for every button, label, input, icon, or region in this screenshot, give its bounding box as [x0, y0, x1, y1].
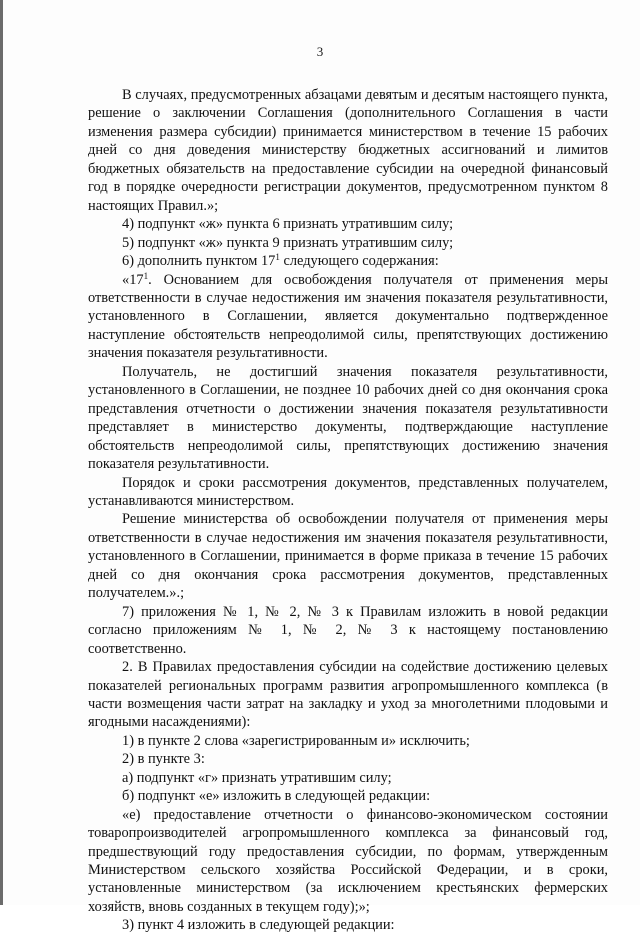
page-number: 3 [316, 44, 324, 59]
paragraph-item-6-text-end: следующего содержания: [279, 253, 439, 270]
paragraph-sub-2b: б) подпункт «е» изложить в следующей редакции: [122, 788, 431, 805]
paragraph-review-procedure: Порядок и сроки рассмотрения документов, представленных получателем, устанавливаются министерством. [88, 474, 608, 509]
superscript-one: 1 [143, 270, 149, 281]
clause-number: «17 [122, 271, 144, 288]
paragraph-item-7: 7) приложения № 1, № 2, № 3 к Правилам изложить в новой редакции согласно приложениям № 1, № 2, № 3 к настоящему постановлению соответственно. [88, 603, 608, 657]
superscript-one: 1 [275, 252, 280, 263]
paragraph-item-6 [88, 252, 608, 270]
clause-text: . Основанием для освобождения получателя от применения меры ответственности в случае недостижения им значения показателя результативности, установленного в Соглашении, является документально подтвержденное наступление обстоятельств непреодолимой силы, препятствующих достижению значения показателя результативности. [88, 271, 608, 362]
scan-edge [0, 0, 3, 905]
paragraph-item-5: 5) подпункт «ж» пункта 9 признать утратившим силу; [122, 234, 454, 251]
paragraph-item-4: 4) подпункт «ж» пункта 6 признать утратившим силу; [122, 216, 454, 233]
paragraph-new-edition-e: «е) предоставление отчетности о финансово-экономическом состоянии товаропроизводителей агропромышленного комплекса за финансовый год, предшествующий году предоставления субсидии, по формам, утвержденным Министерством сельского хозяйства Российской Федерации, и в сроки, установленные министерством (за исключением крестьянских фермерских хозяйств, вновь созданных в текущем году);»; [88, 806, 608, 915]
paragraph-decision-deadline: В случаях, предусмотренных абзацами девятым и десятым настоящего пункта, решение о заключении Соглашения (дополнительного Соглашения в части изменения размера субсидии) принимается министерством в течение 15 рабочих дней со дня доведения министерству бюджетных ассигнований и лимитов бюджетных обязательств на предоставление субсидии на очередной финансовый год в порядке очередности регистрации документов, предусмотренном пунктом 8 настоящих Правил.»; [88, 87, 608, 214]
paragraph-sub-3: 3) пункт 4 изложить в следующей редакции: [122, 917, 395, 934]
paragraph-sub-2a: а) подпункт «г» признать утратившим силу; [122, 769, 392, 786]
paragraph-clause-17-1 [88, 271, 608, 363]
paragraph-ministry-decision: Решение министерства об освобождении получателя от применения меры ответственности в случае недостижения им значения показателя результативности, установленного в Соглашении, принимается в форме приказа в течение 15 рабочих дней со дня окончания срока рассмотрения документов, представленных получателем.».; [88, 511, 608, 602]
paragraph-recipient-documents: Получатель, не достигший значения показателя результативности, установленного в Соглашении, не позднее 10 рабочих дней со дня окончания срока представления отчетности о достижении значения показателя результативности представляет в министерство документы, подтверждающие наступление обстоятельств непреодолимой силы, препятствующих достижению значения показателя результативности. [88, 363, 608, 473]
document-body [88, 86, 608, 935]
paragraph-sub-1: 1) в пункте 2 слова «зарегистрированным и» исключить; [122, 732, 470, 749]
paragraph-section-2: 2. В Правилах предоставления субсидии на содействие достижению целевых показателей региональных программ развития агропромышленного комплекса (в части возмещения части затрат на закладку и уход за многолетними плодовыми и ягодными насаждениями): [88, 659, 608, 731]
paragraph-sub-2: 2) в пункте 3: [122, 751, 205, 768]
paragraph-item-6-text: 6) дополнить пунктом 17 [122, 253, 276, 270]
